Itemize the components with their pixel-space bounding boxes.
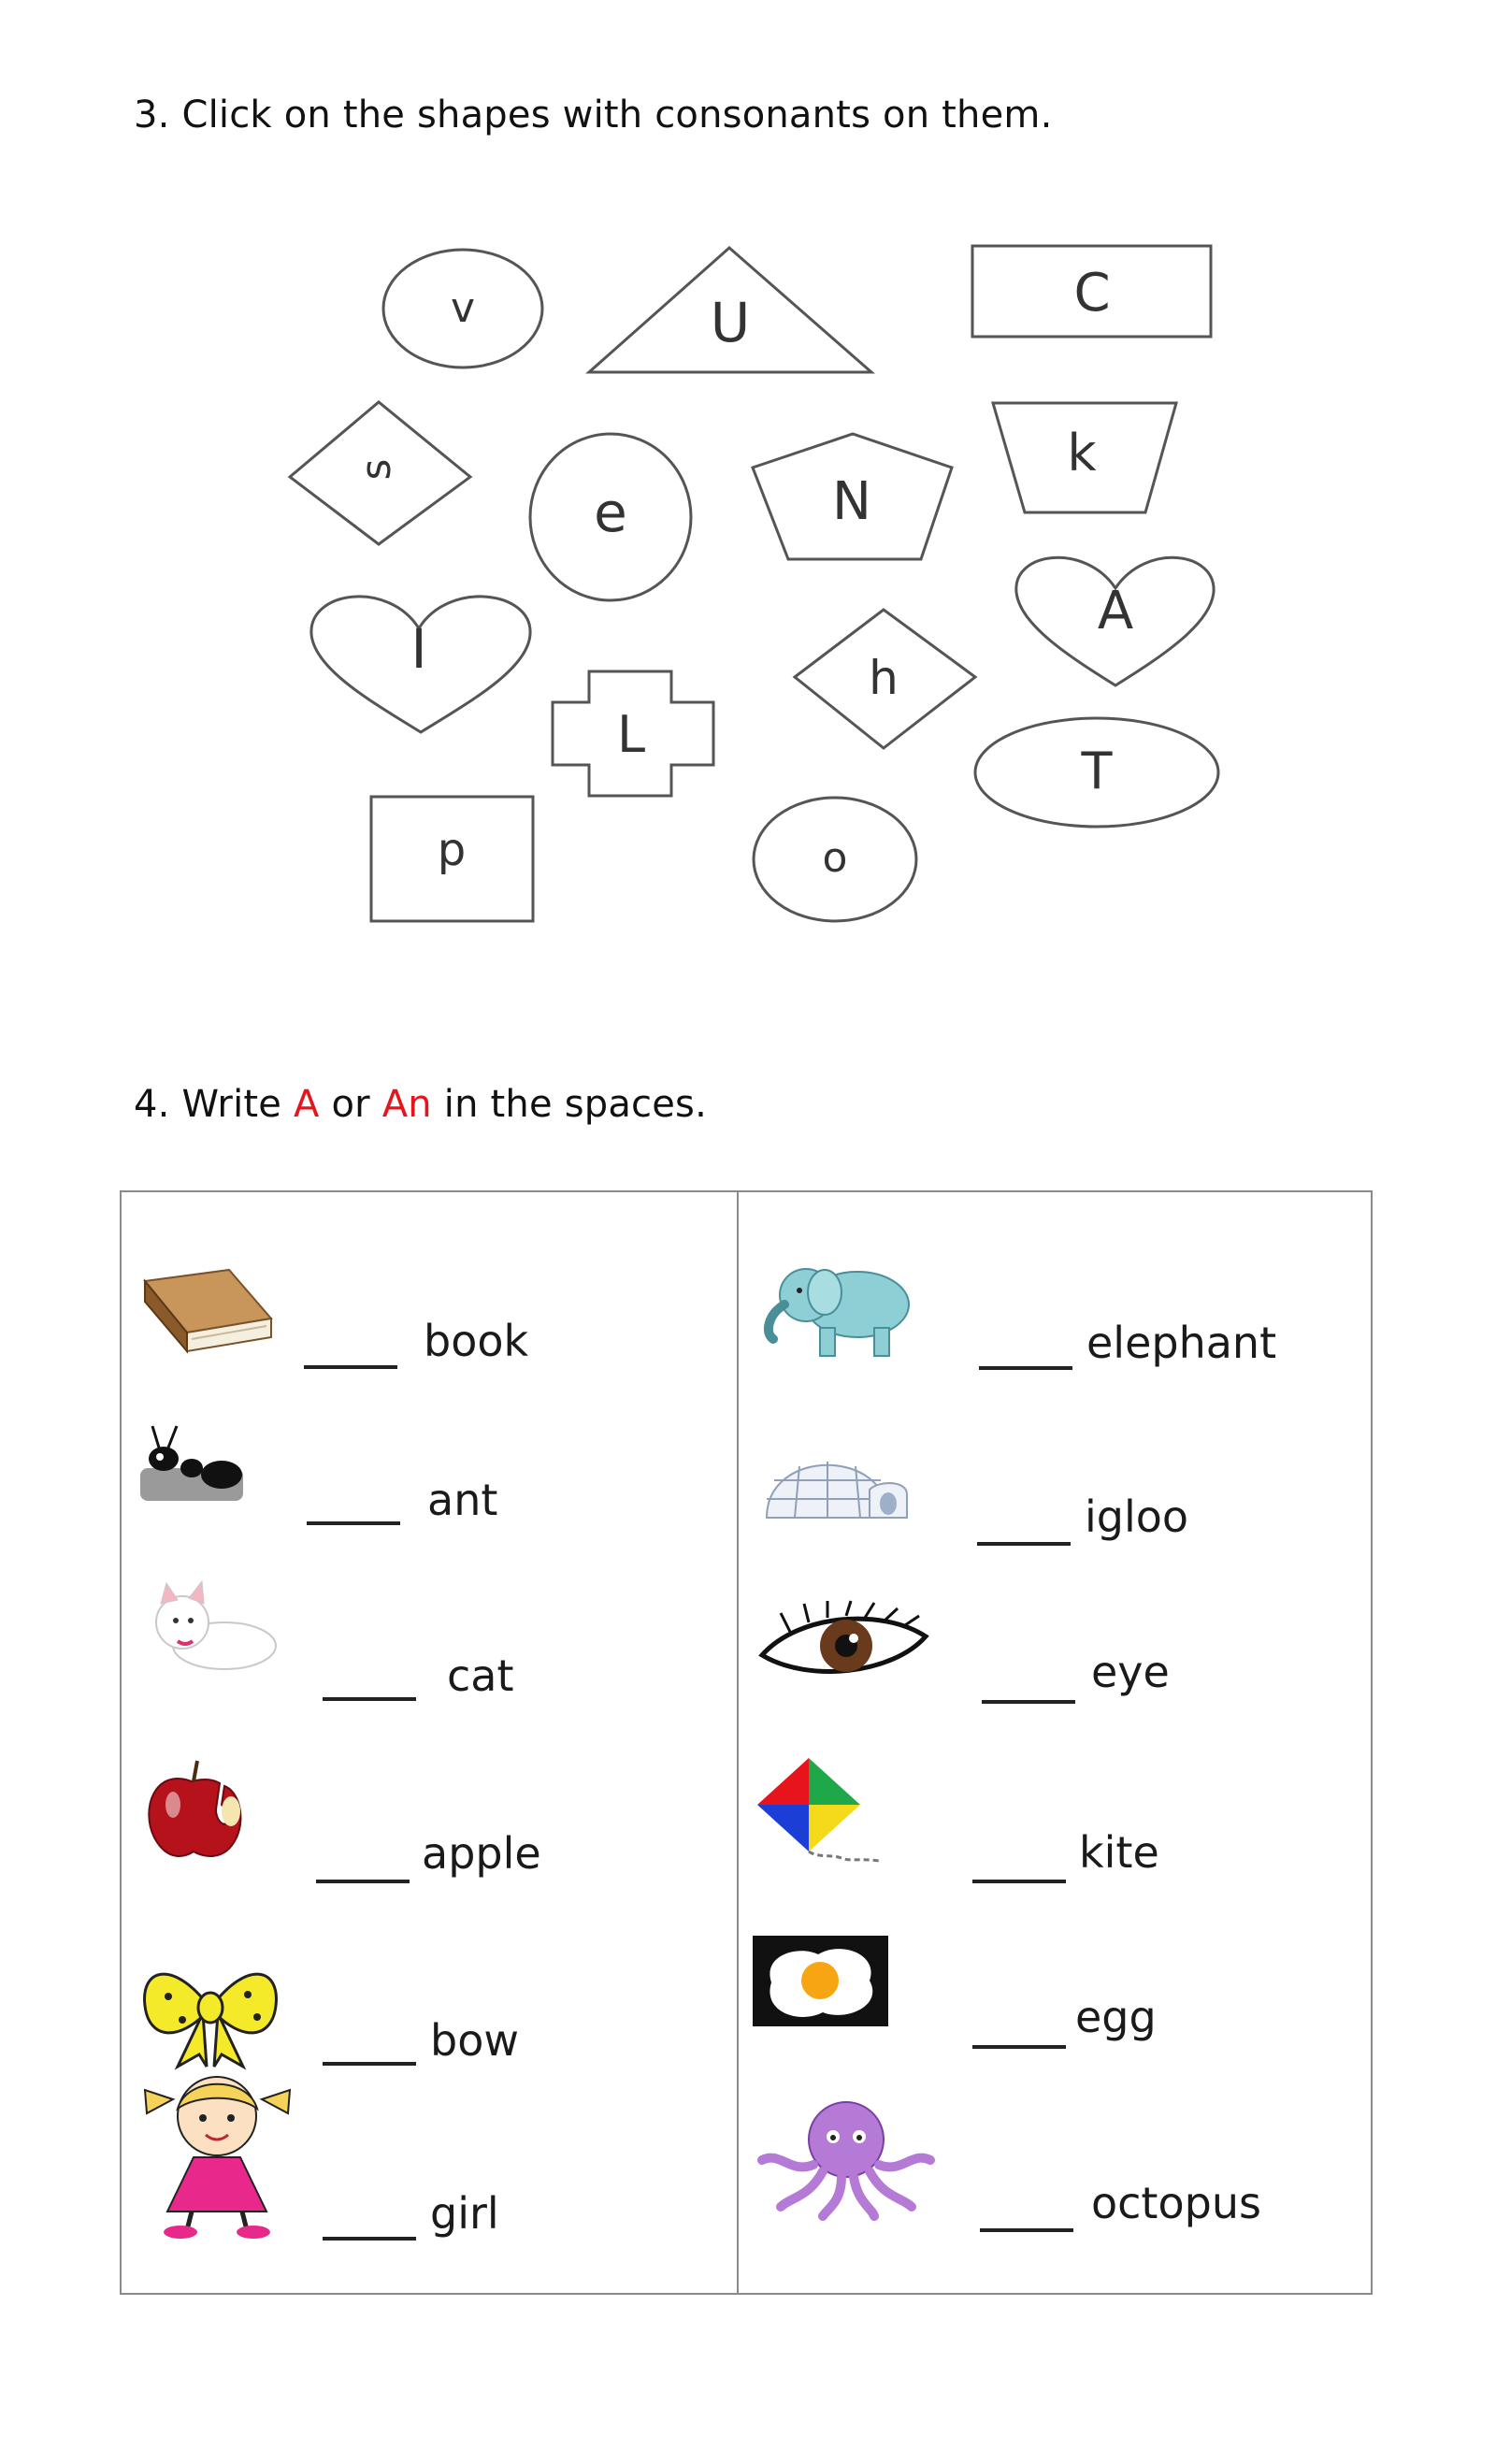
shape-letter: p: [437, 824, 467, 876]
book-icon: [136, 1262, 276, 1375]
shape-letter: o: [822, 834, 848, 882]
title-text: 4. Write: [134, 1083, 294, 1126]
answer-blank[interactable]: [979, 1366, 1072, 1370]
shape-h-diamond[interactable]: [795, 610, 975, 748]
octopus-icon: [753, 2095, 940, 2221]
shape-letter: N: [832, 471, 871, 532]
answer-blank[interactable]: [323, 2062, 416, 2066]
answer-blank[interactable]: [982, 1700, 1075, 1704]
kite-icon: [753, 1753, 893, 1870]
shape-letter: e: [594, 481, 627, 544]
word-kite: kite: [1079, 1827, 1159, 1878]
option-a: A: [294, 1083, 320, 1126]
girl-icon: [136, 2071, 299, 2240]
shape-C-rectangle[interactable]: [972, 246, 1211, 337]
apple-icon: [136, 1753, 257, 1866]
word-book: book: [424, 1316, 529, 1366]
shape-letter: s: [352, 458, 400, 481]
word-cat: cat: [447, 1650, 514, 1701]
shape-k-trapezoid[interactable]: [993, 403, 1176, 512]
word-igloo: igloo: [1085, 1491, 1189, 1542]
answer-blank[interactable]: [323, 1697, 416, 1701]
shape-letter: h: [869, 651, 899, 705]
word-octopus: octopus: [1091, 2178, 1261, 2228]
shape-I-heart[interactable]: [311, 597, 530, 732]
shape-letter: A: [1097, 581, 1134, 641]
shape-v-ellipse[interactable]: [383, 250, 542, 367]
word-apple: apple: [422, 1828, 541, 1879]
answer-blank[interactable]: [307, 1521, 400, 1525]
answer-blank[interactable]: [316, 1880, 410, 1883]
shape-L-cross[interactable]: [553, 671, 713, 796]
shape-letter: k: [1067, 424, 1097, 483]
answer-blank[interactable]: [980, 2228, 1073, 2232]
word-girl: girl: [430, 2188, 499, 2239]
shape-s-diamond[interactable]: [290, 402, 470, 544]
shape-letter: T: [1081, 742, 1113, 800]
word-eye: eye: [1091, 1647, 1170, 1697]
elephant-icon: [755, 1253, 918, 1361]
shape-letter: U: [710, 291, 751, 354]
shape-letter: L: [616, 705, 646, 764]
word-ant: ant: [427, 1475, 498, 1525]
word-egg: egg: [1075, 1992, 1157, 2042]
shape-p-square[interactable]: [371, 797, 533, 921]
title-text: in the spaces.: [431, 1083, 708, 1126]
title-text: or: [319, 1083, 382, 1126]
shape-e-circle[interactable]: [530, 434, 691, 600]
shape-o-circle[interactable]: [754, 798, 916, 921]
shape-letter: C: [1073, 263, 1111, 324]
cat-icon: [140, 1576, 280, 1679]
shape-area: [0, 0, 1496, 1029]
article-worksheet-table: [120, 1190, 1373, 2295]
answer-blank[interactable]: [323, 2237, 416, 2241]
answer-blank[interactable]: [972, 2045, 1066, 2049]
bow-icon: [136, 1950, 285, 2071]
shape-letter: v: [450, 284, 476, 332]
column-divider: [737, 1192, 739, 2293]
answer-blank[interactable]: [304, 1365, 397, 1369]
answer-blank[interactable]: [972, 1880, 1066, 1883]
question-3-title: 3. Click on the shapes with consonants on them.: [134, 94, 1053, 137]
question-4-title: [134, 1083, 707, 1126]
shape-T-ellipse[interactable]: [975, 718, 1218, 827]
option-an: An: [381, 1083, 432, 1126]
word-bow: bow: [430, 2015, 519, 2066]
shape-A-heart[interactable]: [1016, 557, 1214, 685]
shape-U-triangle[interactable]: [589, 248, 871, 372]
eye-icon: [753, 1599, 940, 1688]
egg-icon: [753, 1936, 893, 2029]
shape-N-pentagon[interactable]: [753, 434, 952, 559]
shape-letter: I: [410, 617, 427, 681]
answer-blank[interactable]: [977, 1542, 1071, 1546]
igloo-icon: [757, 1429, 912, 1527]
ant-icon: [136, 1417, 248, 1506]
word-elephant: elephant: [1086, 1318, 1277, 1368]
